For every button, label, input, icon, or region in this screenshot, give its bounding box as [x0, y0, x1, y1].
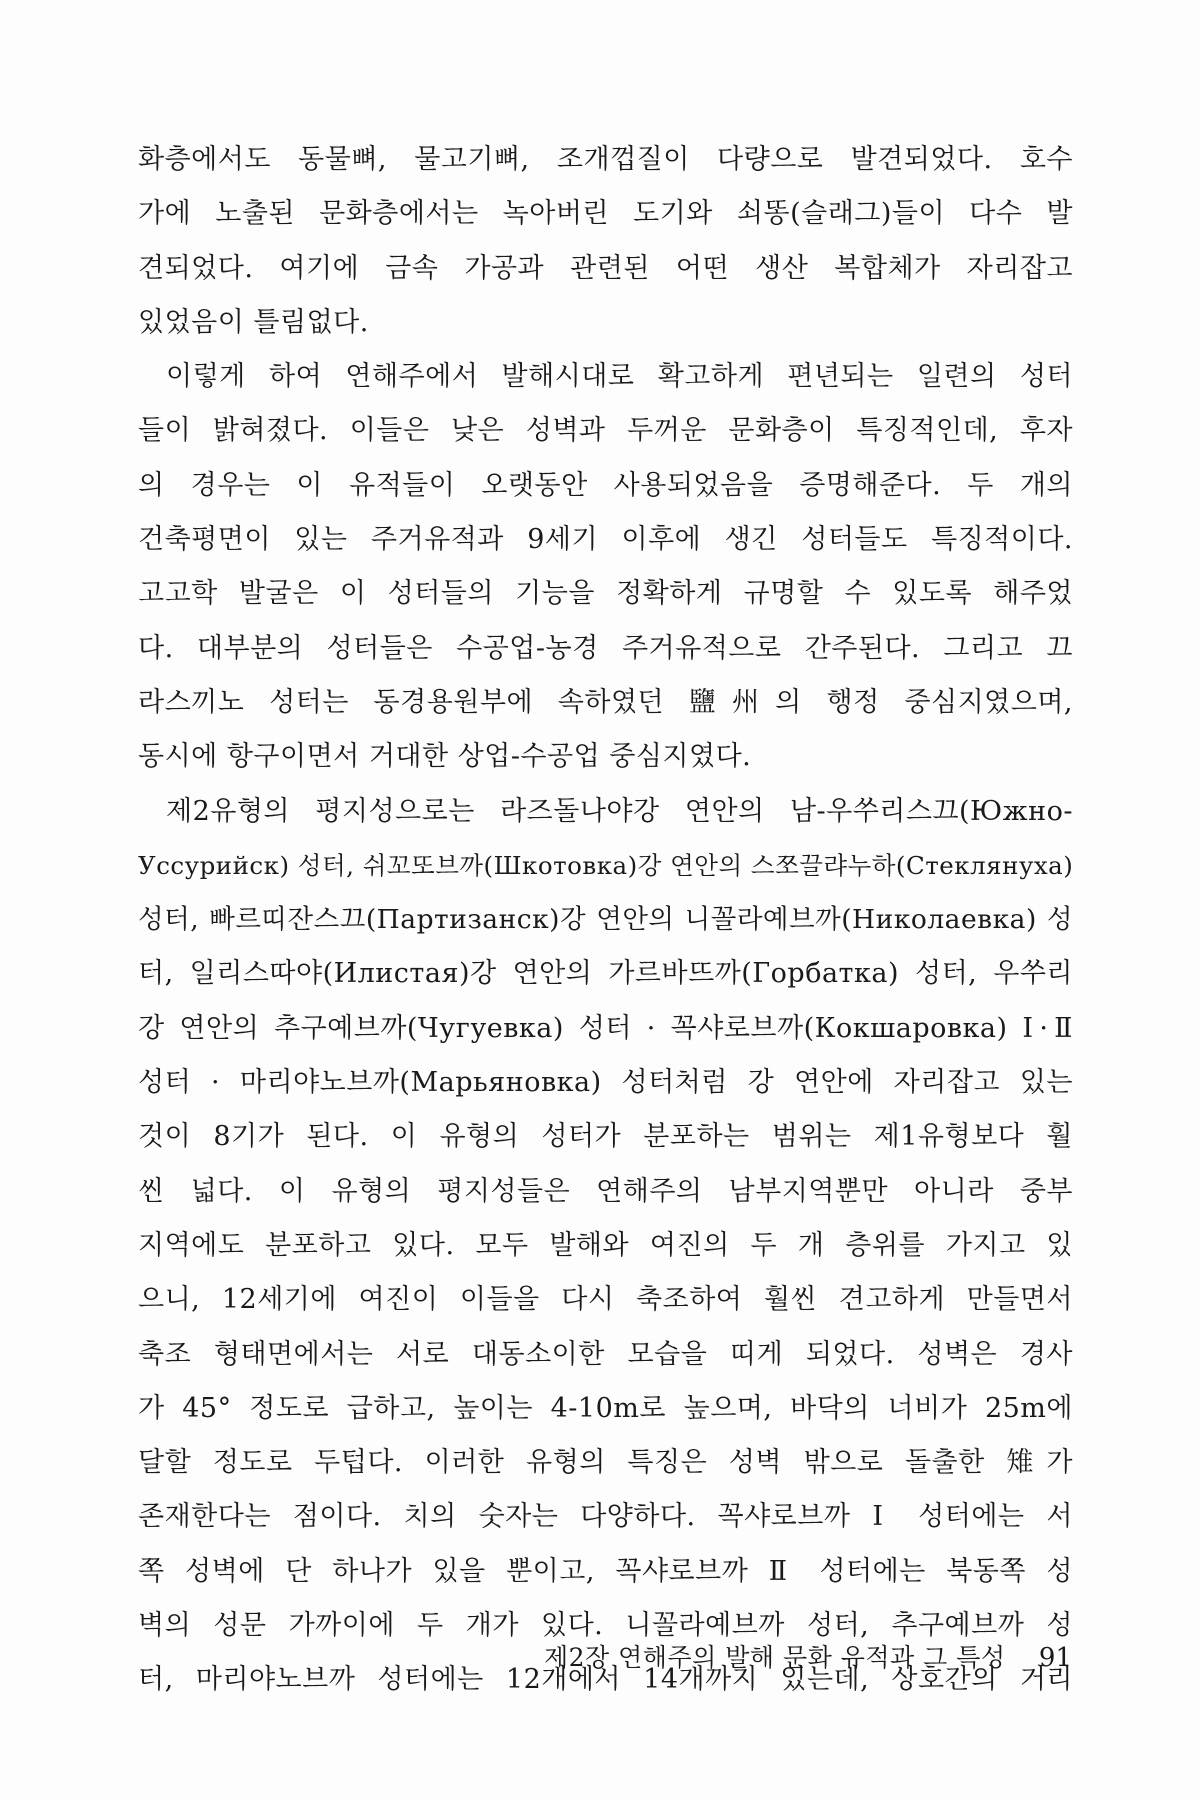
- text-line: 건축평면이 있는 주거유적과 9세기 이후에 생긴 성터들도 특징적이다.: [138, 524, 1073, 556]
- text-line: Уссурийск) 성터, 쉬꼬또브까(Шкотовка)강 연안의 스쪼끌랴누하(Стеклянуха): [138, 850, 1074, 880]
- body-text: [138, 133, 1073, 1708]
- text-line: 축조 형태면에서는 서로 대동소이한 모습을 띠게 되었다. 성벽은 경사: [138, 1338, 1073, 1370]
- text-line: 지역에도 분포하고 있다. 모두 발해와 여진의 두 개 층위를 가지고 있: [138, 1229, 1073, 1261]
- text-line: 이렇게 하여 연해주에서 발해시대로 확고하게 편년되는 일련의 성터: [166, 361, 1073, 393]
- paragraph-3: [138, 785, 1073, 1708]
- text-line: 강 연안의 추구예브까(Чугуевка) 성터 · 꼭샤로브까(Кокшаровка) Ⅰ·Ⅱ: [138, 1012, 1073, 1044]
- text-line: 라스끼노 성터는 동경용원부에 속하였던 鹽州의 행정 중심지였으며,: [138, 686, 1073, 718]
- text-line: 씬 넓다. 이 유형의 평지성들은 연해주의 남부지역뿐만 아니라 중부: [138, 1175, 1073, 1207]
- paragraph-1: [138, 133, 1073, 350]
- text-line: 벽의 성문 가까이에 두 개가 있다. 니꼴라예브까 성터, 추구예브까 성: [138, 1610, 1073, 1642]
- text-line: 터, 마리야노브까 성터에는 12개에서 14개까지 있는데, 상호간의 거리: [138, 1664, 1073, 1696]
- text-line: 제2유형의 평지성으로는 라즈돌나야강 연안의 남-우쑤리스끄(Южно-: [166, 795, 1073, 827]
- text-line: 동시에 항구이면서 거대한 상업-수공업 중심지였다.: [138, 741, 752, 773]
- text-line: 존재한다는 점이다. 치의 숫자는 다양하다. 꼭샤로브까 Ⅰ 성터에는 서: [138, 1501, 1073, 1533]
- text-line: 들이 밝혀졌다. 이들은 낮은 성벽과 두꺼운 문화층이 특징적인데, 후자: [138, 415, 1073, 447]
- text-line: 가에 노출된 문화층에서는 녹아버린 도기와 쇠똥(슬래그)들이 다수 발: [138, 198, 1073, 230]
- text-line: 것이 8기가 된다. 이 유형의 성터가 분포하는 범위는 제1유형보다 훨: [138, 1121, 1074, 1153]
- text-line: 가 45° 정도로 급하고, 높이는 4-10m로 높으며, 바닥의 너비가 25m에: [138, 1392, 1073, 1424]
- chapter-title: 제2장 연해주의 발해 문화 유적과 그 특성: [544, 1643, 1006, 1672]
- text-line: 견되었다. 여기에 금속 가공과 관련된 어떤 생산 복합체가 자리잡고: [138, 252, 1073, 284]
- text-line: 다. 대부분의 성터들은 수공업-농경 주거유적으로 간주된다. 그리고 끄: [138, 632, 1073, 664]
- text-line: 있었음이 틀림없다.: [138, 306, 369, 338]
- text-line: 터, 일리스따야(Илистая)강 연안의 가르바뜨까(Горбатка) 성터, 우쑤리: [138, 958, 1073, 990]
- running-footer: [544, 1638, 1072, 1678]
- text-line: 성터, 빠르띠잔스끄(Партизанск)강 연안의 니꼴라예브까(Николаевка) 성: [138, 904, 1073, 936]
- paragraph-2: [138, 350, 1073, 784]
- page-number: 91: [1038, 1643, 1072, 1673]
- text-line: 달할 정도로 두텁다. 이러한 유형의 특징은 성벽 밖으로 돌출한 雉가: [138, 1447, 1073, 1479]
- text-line: 성터 · 마리야노브까(Марьяновка) 성터처럼 강 연안에 자리잡고 있는: [138, 1067, 1073, 1099]
- text-line: 고고학 발굴은 이 성터들의 기능을 정확하게 규명할 수 있도록 해주었: [138, 578, 1073, 610]
- text-line: 으니, 12세기에 여진이 이들을 다시 축조하여 훨씬 견고하게 만들면서: [138, 1284, 1073, 1316]
- text-line: 쪽 성벽에 단 하나가 있을 뿐이고, 꼭샤로브까 Ⅱ 성터에는 북동쪽 성: [138, 1555, 1073, 1587]
- text-line: 화층에서도 동물뼈, 물고기뼈, 조개껍질이 다량으로 발견되었다. 호수: [138, 144, 1073, 175]
- text-line: 의 경우는 이 유적들이 오랫동안 사용되었음을 증명해준다. 두 개의: [138, 469, 1073, 501]
